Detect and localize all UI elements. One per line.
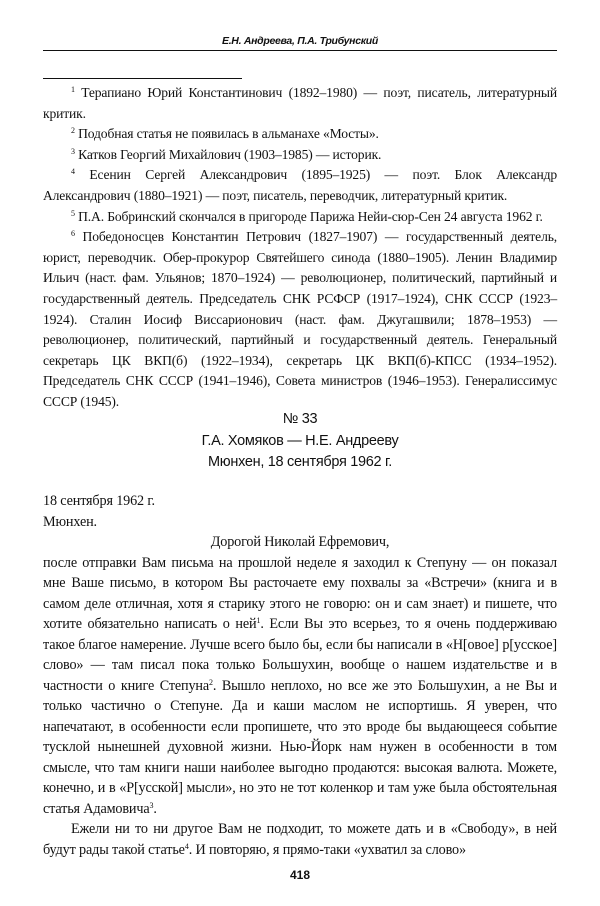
letter-place-line: Мюнхен. (43, 513, 97, 530)
footnote-marker: 1 (71, 85, 75, 94)
letter-paragraph (43, 819, 557, 860)
footnote-marker: 3 (71, 146, 75, 156)
document-place-date: Мюнхен, 18 сентября 1962 г. (208, 454, 392, 470)
paragraph-text: . Вышло неплохо, но все же это Большухин, а не Вы и только частично о Степуне. Да и каши маслом не испортишь. Я уверен, что напечатают, в особенности если пропишете, что это вроде бы выдающееся событие тусклой нынешней духовной жизни. Нью-Йорк нам нужен в особенности в том смысле, что там книги наши наиболее выгодно продаются: высокая валюта. Можете, конечно, и в «Р[усской] мысли», но это не тот коленкор и там уже была обстоятельная статья Адамовича (43, 677, 557, 817)
letter-date-line: 18 сентября 1962 г. (43, 493, 155, 509)
letter-body (43, 491, 557, 860)
document-number: № 33 (282, 411, 318, 427)
footnote-reference: 2 (209, 677, 213, 687)
document-heading (43, 409, 557, 474)
footnote (43, 207, 557, 228)
footnote-rule (43, 78, 242, 79)
footnote-marker: 5 (71, 208, 75, 218)
footnote (43, 227, 557, 412)
document-correspondents: Г.А. Хомяков — Н.Е. Андрееву (201, 432, 399, 449)
footnote-text: П.А. Бобринский скончался в пригороде Парижа Нейи-сюр-Сен 24 августа 1962 г. (78, 208, 543, 224)
footnote (43, 124, 557, 145)
footnote-marker: 6 (71, 229, 75, 239)
footnote-marker: 4 (71, 167, 75, 177)
footnote-reference: 4 (184, 841, 189, 851)
footnote-text: Катков Георгий Михайлович (1903–1985) — историк. (78, 146, 382, 162)
letter-paragraph (43, 553, 557, 820)
footnotes-block (43, 83, 557, 413)
paragraph-text: . И повторяю, я прямо-таки «ухватил за слово» (188, 841, 466, 858)
footnote-text: Победоносцев Константин Петрович (1827–1907) — государственный деятель, юрист, переводчик. Обер-прокурор Святейшего синода (1880–1905). Ленин Владимир Ильич (наст. фам. Ульянов; 1870–1924) — революционер, политический, партийный и государственный деятель. Председатель СНК РСФСР (1917–1924), СНК СССР (1923–1924). Сталин Иосиф Виссарионович (наст. фам. Джугашвили; 1878–1953) — революционер, политический, партийный и государственный деятель. Генеральный секретарь ЦК ВКП(б) (1922–1934), секретарь ЦК ВКП(б)-КПСС (1934–1952). Председатель СНК СССР (1941–1946), Совета министров (1946–1953). Генералиссимус СССР (1945). (43, 229, 557, 409)
footnote (43, 83, 557, 124)
letter-salutation: Дорогой Николай Ефремович, (210, 534, 390, 550)
paragraph-text: . (153, 800, 157, 817)
footnote-text: Есенин Сергей Александрович (1895–1925) — поэт. Блок Александр Александрович (1880–1921) — поэт, писатель, переводчик, литературный критик. (43, 167, 557, 203)
paragraph-text: Ежели ни то ни другое Вам не подходит, то можете дать и в «Свободу», в ней будут рады такой статье (43, 821, 557, 858)
page-number: 418 (289, 868, 311, 882)
running-head: Е.Н. Андреева, П.А. Трибунский (221, 35, 378, 47)
footnote-reference: 1 (256, 616, 261, 625)
footnote-reference: 3 (149, 800, 154, 810)
footnote (43, 165, 557, 206)
footnote (43, 145, 557, 166)
footnote-marker: 2 (71, 126, 75, 136)
paragraph-text: . Если Вы это всерьез, то я очень поддерживаю такое благое намерение. Лучше всего было бы, если бы написали в «Н[овое] р[усское] слово» — там писал пока только Большухин, вообще о нашем издательстве и в частности о книге Степуна (43, 616, 557, 694)
footnote-text: Подобная статья не появилась в альманахе «Мосты». (78, 126, 379, 142)
paragraph-text: после отправки Вам письма на прошлой неделе я заходил к Степуну — он показал мне Ваше письмо, в котором Вы расточаете ему похвалы за «Встречи» (книга и в самом деле отличная, хотя я старику этого не говорю: он и сам знает) и пишете, что хотите обязательно написать о ней (43, 554, 557, 632)
header-rule (43, 50, 557, 51)
footnote-text: Терапиано Юрий Константинович (1892–1980) — поэт, писатель, литературный критик. (43, 85, 557, 121)
